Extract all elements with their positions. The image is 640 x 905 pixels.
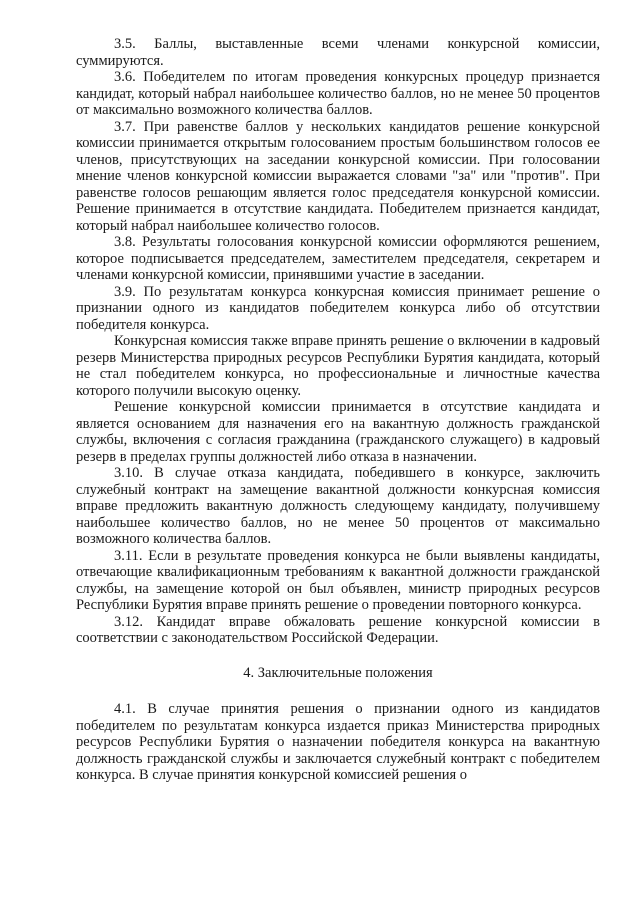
paragraph-3-5: 3.5. Баллы, выставленные всеми членами конкурсной комиссии, суммируются.: [76, 36, 600, 69]
paragraph-3-6: 3.6. Победителем по итогам проведения конкурсных процедур признается кандидат, который набрал наибольшее количество баллов, но не менее 50 процентов от максимально возможного количества баллов.: [76, 69, 600, 118]
paragraph-3-7: 3.7. При равенстве баллов у нескольких кандидатов решение конкурсной комиссии принимается открытым голосованием простым большинством голосов ее членов, присутствующих на заседании конкурсной комиссии. При голосовании мнение членов конкурсной комиссии выражается словами "за" или "против". При равенстве голосов решающим является голос председателя конкурсной комиссии. Решение принимается в отсутствие кандидата. Победителем признается кандидат, который набрал наибольшее количество голосов.: [76, 118, 600, 234]
paragraph-reserve: Конкурсная комиссия также вправе принять решение о включении в кадровый резерв Министерства природных ресурсов Республики Бурятия кандидата, который не стал победителем конкурса, но профессиональные и личностные качества которого получили высокую оценку.: [76, 333, 600, 399]
paragraph-3-11: 3.11. Если в результате проведения конкурса не были выявлены кандидаты, отвечающие квалификационным требованиям к вакантной должности гражданской службы, на замещение которой он был объявлен, министр природных ресурсов Республики Бурятия вправе принять решение о проведении повторного конкурса.: [76, 547, 600, 613]
paragraph-3-10: 3.10. В случае отказа кандидата, победившего в конкурсе, заключить служебный контракт на замещение вакантной должности конкурсная комиссия вправе предложить вакантную должность следующему кандидату, получившему наибольшее количество баллов, но не менее 50 процентов от максимально возможного количества баллов.: [76, 465, 600, 547]
document-page: [76, 36, 600, 784]
section-heading: 4. Заключительные положения: [243, 664, 433, 681]
paragraph-3-12: 3.12. Кандидат вправе обжаловать решение конкурсной комиссии в соответствии с законодательством Российской Федерации.: [76, 613, 600, 646]
section-heading-wrap: [76, 647, 600, 702]
paragraph-3-9: 3.9. По результатам конкурса конкурсная комиссия принимает решение о признании одного из кандидатов победителем конкурса либо об отсутствии победителя конкурса.: [76, 283, 600, 333]
paragraph-3-8: 3.8. Результаты голосования конкурсной комиссии оформляются решением, которое подписывается председателем, заместителем председателя, секретарем и членами конкурсной комиссии, принявшими участие в заседании.: [76, 234, 600, 283]
paragraph-decision: Решение конкурсной комиссии принимается в отсутствие кандидата и является основанием для назначения его на вакантную должность гражданской службы, включения с согласия гражданина (гражданского служащего) в кадровый резерв в пределах группы должностей либо отказа в назначении.: [76, 399, 600, 465]
paragraph-4-1: 4.1. В случае принятия решения о признании одного из кандидатов победителем по результатам конкурса издается приказ Министерства природных ресурсов Республики Бурятия о назначении победителя конкурса на вакантную должность гражданской службы и заключается служебный контракт с победителем конкурса. В случае принятия конкурсной комиссией решения о: [76, 701, 600, 783]
